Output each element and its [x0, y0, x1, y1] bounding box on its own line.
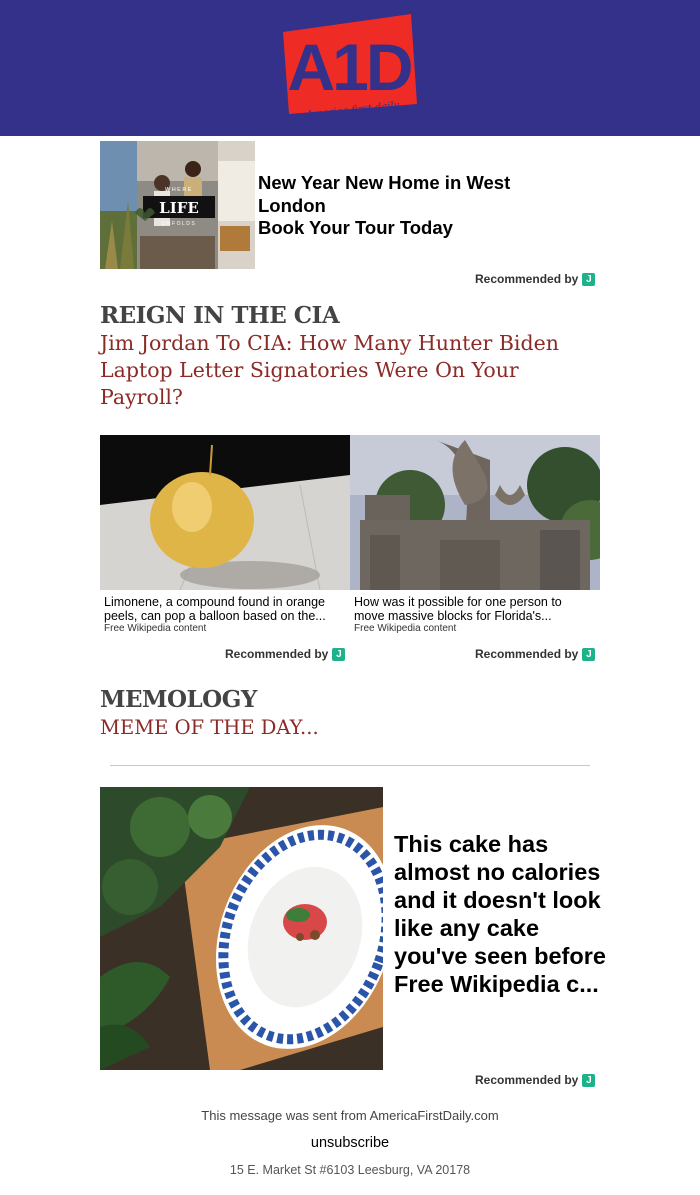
- recommended-by-top[interactable]: [475, 272, 595, 286]
- footer-address: 15 E. Market St #6103 Leesburg, VA 20178: [229, 1163, 471, 1177]
- recommended-label: Recommended by: [225, 647, 329, 661]
- card-title-limonene[interactable]: Limonene, a compound found in orange peels, can pop a balloon based on the...: [104, 595, 326, 623]
- recommended-by-card-2[interactable]: [475, 647, 595, 661]
- ad-apartment-image[interactable]: [100, 141, 255, 269]
- meme-of-the-day-link[interactable]: MEME OF THE DAY...: [100, 716, 319, 739]
- card-image-coral-castle[interactable]: [350, 435, 600, 590]
- card-source-coral-castle: Free Wikipedia content: [354, 623, 457, 634]
- recommender-logo-icon: J: [582, 648, 595, 661]
- footer-sent-from: This message was sent from AmericaFirstDaily.com: [201, 1108, 499, 1123]
- cake-ad-source: Free Wikipedia c...: [394, 971, 599, 997]
- header-bar: [0, 0, 700, 136]
- card-image-limonene[interactable]: [100, 435, 350, 590]
- recommended-label: Recommended by: [475, 647, 579, 661]
- recommender-logo-icon: J: [582, 1074, 595, 1087]
- unsubscribe-link[interactable]: unsubscribe: [310, 1135, 390, 1151]
- ad-overlay-unfolds: UNFOLDS: [161, 221, 197, 227]
- recommender-logo-icon: J: [332, 648, 345, 661]
- ad-title[interactable]: New Year New Home in West London: [258, 172, 511, 216]
- section-title-memology: MEMOLOGY: [100, 686, 257, 713]
- logo-tagline: America first daily: [305, 100, 400, 121]
- recommended-label: Recommended by: [475, 1073, 579, 1087]
- card-source-limonene: Free Wikipedia content: [104, 623, 207, 634]
- section-title-cia: REIGN IN THE CIA: [100, 302, 340, 329]
- cake-plate-image[interactable]: [100, 787, 383, 1070]
- recommended-by-bottom[interactable]: [475, 1073, 595, 1087]
- logo-text: A1D: [287, 30, 411, 104]
- divider: [110, 765, 590, 766]
- recommender-logo-icon: J: [582, 273, 595, 286]
- recommended-by-card-1[interactable]: [225, 647, 345, 661]
- a1d-logo[interactable]: [283, 14, 417, 122]
- cake-ad-headline[interactable]: [394, 830, 609, 998]
- recommended-label: Recommended by: [475, 272, 579, 286]
- article-link-jordan[interactable]: Jim Jordan To CIA: How Many Hunter Biden Laptop Letter Signatories Were On Your Payroll?: [100, 331, 559, 409]
- ad-headline[interactable]: [258, 172, 548, 240]
- ad-overlay-life: LIFE: [159, 199, 199, 217]
- ad-subtitle[interactable]: Book Your Tour Today: [258, 217, 453, 238]
- cake-ad-title[interactable]: This cake has almost no calories and it doesn't look like any cake you've seen before: [394, 831, 606, 969]
- card-title-coral-castle[interactable]: How was it possible for one person to move massive blocks for Florida's...: [354, 595, 562, 623]
- ad-overlay-where: WHERE: [165, 187, 193, 193]
